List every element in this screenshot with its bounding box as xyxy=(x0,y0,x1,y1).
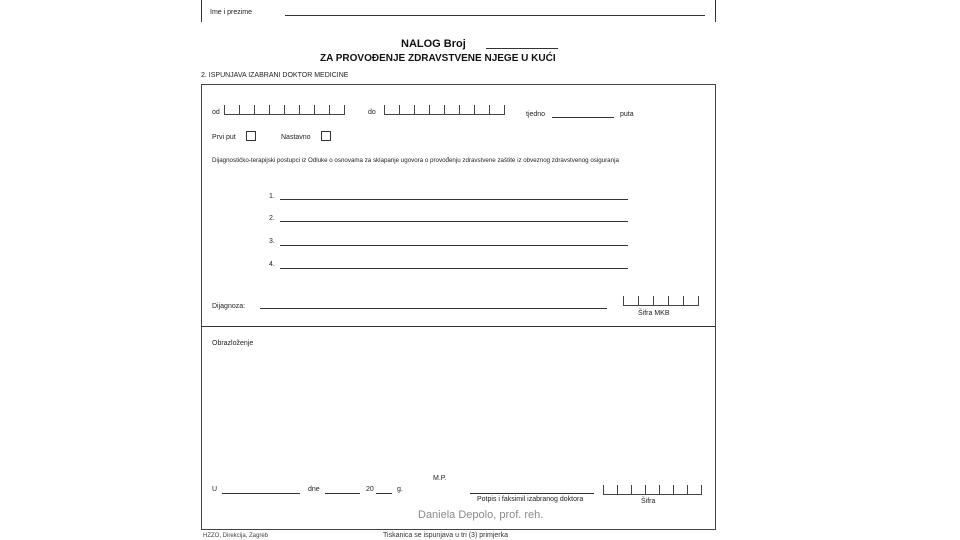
weekly-label: tjedno xyxy=(526,111,546,118)
bottom-left-note: HZZO, Direkcija, Zagreb xyxy=(203,533,269,539)
author-watermark: Daniela Depolo, prof. reh. xyxy=(418,509,544,521)
from-date-boxes[interactable] xyxy=(224,105,345,115)
diagnosis-line[interactable] xyxy=(260,308,607,309)
procedure-number: 3. xyxy=(269,238,275,245)
mkb-code-boxes[interactable] xyxy=(623,296,699,306)
procedure-number: 2. xyxy=(269,215,275,222)
continued-label: Nastavno xyxy=(281,134,311,141)
procedure-line[interactable] xyxy=(280,199,628,200)
signature-line[interactable] xyxy=(470,493,594,494)
form-subtitle: ZA PROVOĐENJE ZDRAVSTVENE NJEGE U KUĆI xyxy=(320,53,556,64)
bottom-center-note: Tiskanica se ispunjava u tri (3) primjerka xyxy=(383,532,509,539)
stamp-label: M.P. xyxy=(433,475,447,482)
diag-therapy-text: Dijagnostičko-terapijski postupci iz Odluke o osnovama za sklapanje ugovora o provođenju zdravstvene zaštite iz obveznog zdravstvenog osiguranja xyxy=(212,157,619,164)
form-title: NALOG Broj xyxy=(401,38,466,50)
mkb-code-label: Šifra MKB xyxy=(638,310,670,317)
doctor-code-boxes[interactable] xyxy=(603,485,702,495)
year-line[interactable] xyxy=(376,493,392,494)
number-line xyxy=(486,48,558,49)
procedure-number: 4. xyxy=(269,261,275,268)
times-label: puta xyxy=(620,111,634,118)
procedure-number: 1. xyxy=(269,193,275,200)
to-label: do xyxy=(368,109,376,116)
signature-label: Potpis i faksimil izabranog doktora xyxy=(477,496,584,503)
date-label: dne xyxy=(308,486,320,493)
procedure-line[interactable] xyxy=(280,245,628,246)
to-date-boxes[interactable] xyxy=(384,105,505,115)
place-label: U xyxy=(212,486,218,493)
first-visit-checkbox[interactable] xyxy=(246,131,256,141)
doctor-code-label: Šifra xyxy=(641,498,656,505)
procedure-line[interactable] xyxy=(280,268,628,269)
year-prefix: 20 xyxy=(366,486,374,493)
page-left-edge xyxy=(201,0,202,22)
diagnosis-label: Dijagnoza: xyxy=(212,303,246,310)
procedure-line[interactable] xyxy=(280,221,628,222)
from-label: od xyxy=(212,109,220,116)
weekly-line[interactable] xyxy=(552,117,614,118)
year-suffix: g. xyxy=(397,486,403,493)
first-visit-label: Prvi put xyxy=(212,134,236,141)
form-frame xyxy=(201,84,716,530)
section-divider xyxy=(201,326,715,327)
continued-checkbox[interactable] xyxy=(321,131,331,141)
date-line[interactable] xyxy=(325,493,360,494)
place-line[interactable] xyxy=(222,493,300,494)
section-label: 2. ISPUNJAVA IZABRANI DOKTOR MEDICINE xyxy=(201,72,349,79)
name-label: Ime i prezime xyxy=(210,9,253,16)
justification-label: Obrazloženje xyxy=(212,340,254,347)
page-right-edge xyxy=(715,0,716,22)
name-line xyxy=(285,15,705,16)
